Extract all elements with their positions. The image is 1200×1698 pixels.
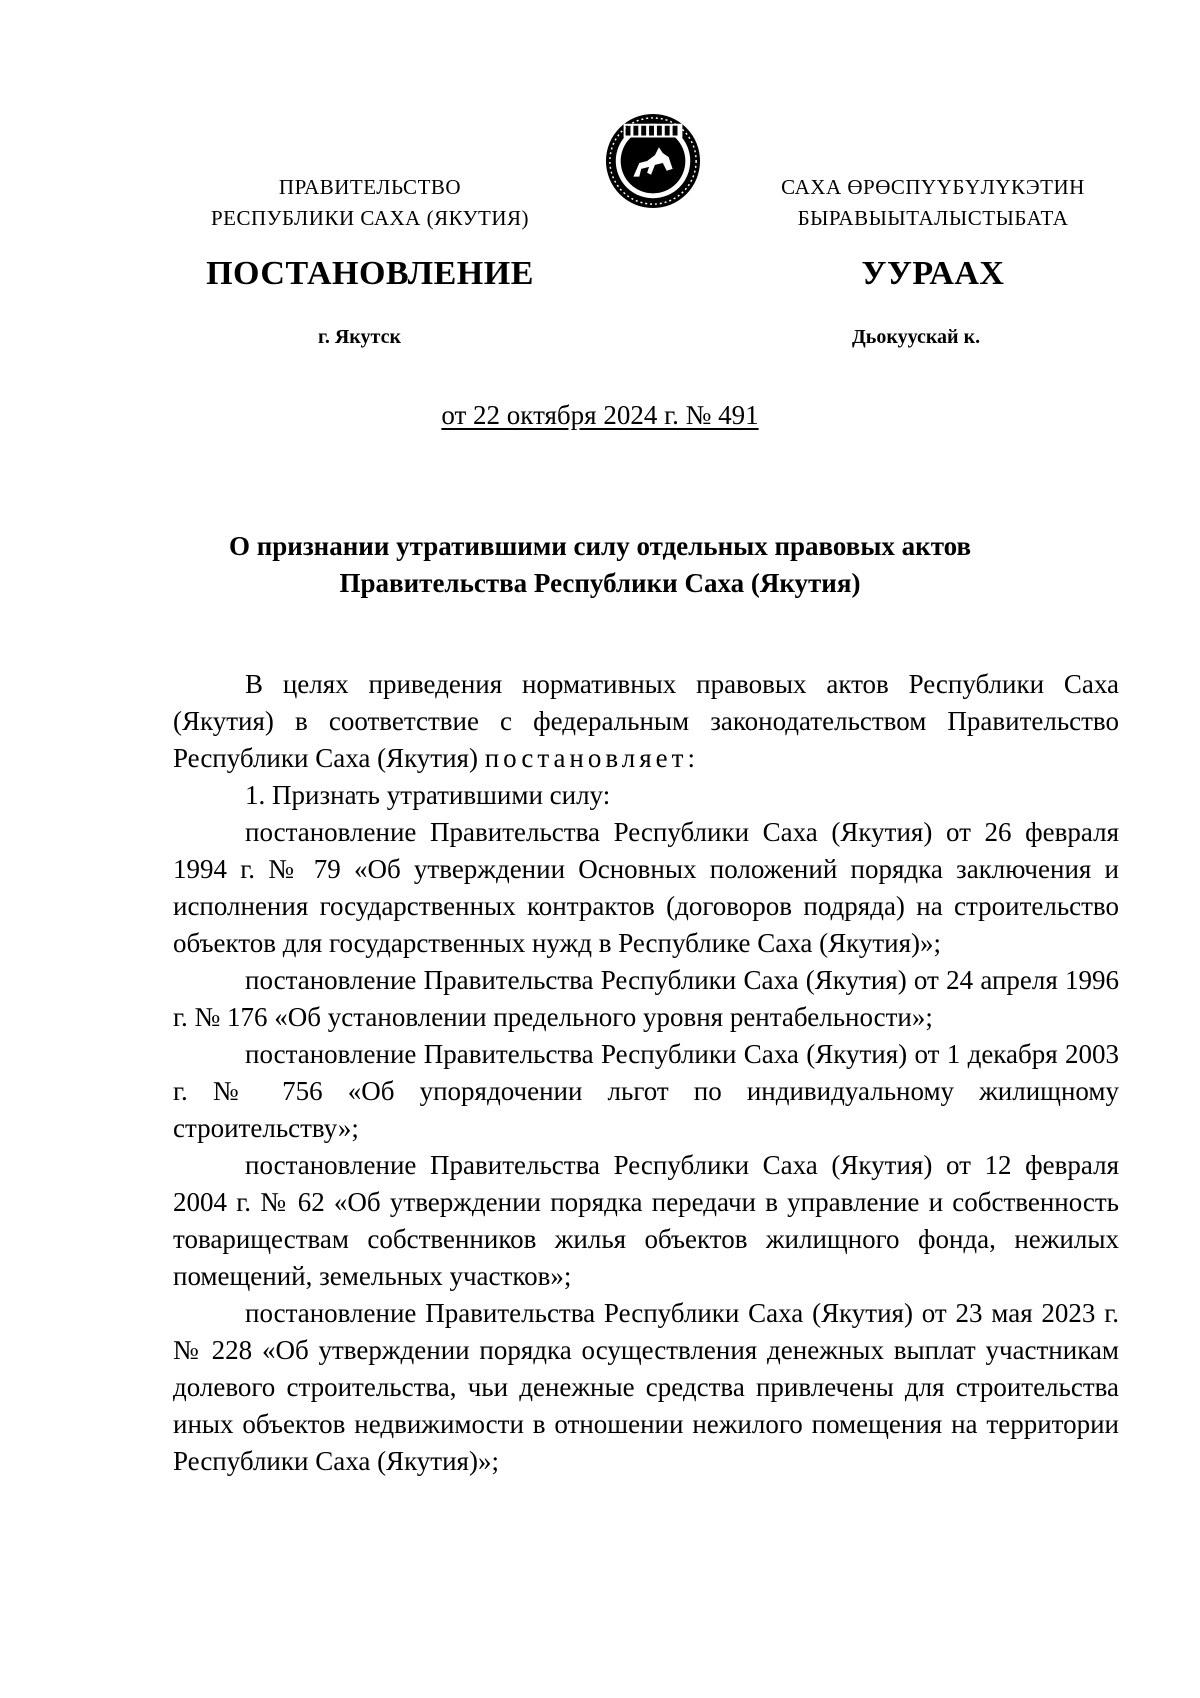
city-label: г. Якутск xyxy=(318,326,401,348)
date-number-line xyxy=(0,400,1200,431)
document-subject xyxy=(180,528,1020,602)
header-right-line2: БЫРАВЫЫТАЛЫСТЫБАТА xyxy=(797,206,1069,230)
act-paragraph: постановление Правительства Республики Саха (Якутия) от 1 декабря 2003 г. № 756 «Об упорядочении льгот по индивидуальному жилищному строительству»; xyxy=(173,1039,1119,1143)
header-left-line1: ПРАВИТЕЛЬСТВО xyxy=(278,175,462,199)
intro-paragraph xyxy=(173,666,1119,777)
intro-text: В целях приведения нормативных правовых актов Республики Саха (Якутия) в соответствие с федеральным законодательством Правительство Республики Саха (Якутия) xyxy=(173,669,1119,773)
item-1-paragraph: 1. Признать утратившими силу: xyxy=(245,780,611,810)
subject-line2: Правительства Республики Саха (Якутия) xyxy=(339,568,861,598)
act-paragraph: постановление Правительства Республики Саха (Якутия) от 24 апреля 1996 г. № 176 «Об установлении предельного уровня рентабельности»; xyxy=(173,965,1119,1032)
document-type-title-sakha: УУРААХ xyxy=(861,255,1005,292)
date-number-text: от 22 октября 2024 г. № 491 xyxy=(441,400,759,430)
header-left xyxy=(160,172,580,234)
header-right xyxy=(733,172,1133,234)
document-type-title: ПОСТАНОВЛЕНИЕ xyxy=(206,255,534,292)
city-label-sakha: Дьокуускай к. xyxy=(852,326,981,348)
header-left-line2: РЕСПУБЛИКИ САХА (ЯКУТИЯ) xyxy=(210,206,530,230)
document-body xyxy=(173,666,1119,1480)
coat-of-arms-icon xyxy=(604,112,702,210)
header-right-line1: САХА ӨРӨСПҮҮБҮЛҮКЭТИН xyxy=(781,175,1085,199)
subject-line1: О признании утратившими силу отдельных правовых актов xyxy=(228,531,972,561)
act-paragraph: постановление Правительства Республики Саха (Якутия) от 12 февраля 2004 г. № 62 «Об утверждении порядка передачи в управление и собственность товариществам собственников жилья объектов жилищного фонда, нежилых помещений, земельных участков»; xyxy=(173,1150,1119,1291)
resolves-word: постановляет: xyxy=(484,743,699,773)
act-paragraph: постановление Правительства Республики Саха (Якутия) от 23 мая 2023 г. № 228 «Об утверждении порядка осуществления денежных выплат участникам долевого строительства, чьи денежные средства привлечены для строительства иных объектов недвижимости в отношении нежилого помещения на территории Республики Саха (Якутия)»; xyxy=(173,1298,1119,1476)
act-paragraph: постановление Правительства Республики Саха (Якутия) от 26 февраля 1994 г. № 79 «Об утверждении Основных положений порядка заключения и исполнения государственных контрактов (договоров подряда) на строительство объектов для государственных нужд в Республике Саха (Якутия)»; xyxy=(173,817,1119,958)
